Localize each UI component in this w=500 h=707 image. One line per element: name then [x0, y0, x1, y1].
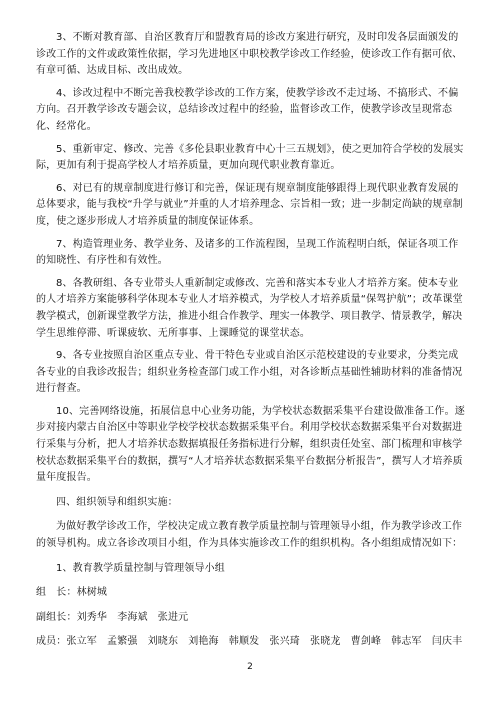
- paragraph-item-3: 3、不断对教育部、自治区教育厅和盟教育局的诊改方案进行研究，及时印发各层面颁发的诊改工作的文件或政策性依据，学习先进地区中职校教学诊改工作经验，使诊改工作有据可依、有章可循、达成目标、改出成效。: [36, 32, 463, 77]
- section-heading: 四、组织领导和组织实施：: [56, 496, 178, 508]
- paragraph-item-7: 7、构造管理业务、教学业务、及诸多的工作流程图，呈现工作流程明白纸，保证各项工作的知晓性、有序性和有效性。: [36, 238, 459, 267]
- section-intro: 为做好教学诊改工作，学校决定成立教育教学质量控制与管理领导小组，作为教学诊改工作的领导机构。成立各诊改项目小组，作为具体实施诊改工作的组织机构。各小组组成情况如下：: [36, 521, 463, 550]
- paragraph-item-8: 8、各教研组、各专业带头人重新制定或修改、完善和落实本专业人才培养方案。使本专业的人才培养方案能够科学体现本专业人才培养模式，为学校人才培养质量“保驾护航”；改革课堂教学模式，创新课堂教学方法，推进小组合作教学、理实一体教学、项目教学、情景教学，解决学生思维停滞、听课疲软、无所事事、上课睡觉的课堂状态。: [36, 277, 463, 339]
- page-content: [36, 30, 468, 651]
- paragraph-item-4: 4、诊改过程中不断完善我校教学诊改的工作方案，使教学诊改不走过场、不搞形式、不偏方向。召开教学诊改专题会议，总结诊改过程中的经验，监督诊改工作，使教学诊改呈现常态化、经常化。: [36, 87, 459, 132]
- page-number: 2: [247, 662, 253, 672]
- paragraph-item-10: 10、完善网络设施，拓展信息中心业务功能，为学校状态数据采集平台建设做准备工作。逐步对接内蒙古自治区中等职业学校学校状态数据采集平台。利用学校状态数据采集平台对数据进行采集与分析，把人才培养状态数据填报任务指标进行分解，组织责任处室、部门梳理和审核学校状态数据采集平台的数据，撰写“人才培养状态数据采集平台数据分析报告”，撰写人才培养质量年度报告。: [36, 405, 465, 484]
- subheading-leadership-group: 1、教育教学质量控制与管理领导小组: [56, 562, 225, 574]
- paragraph-item-5: 5、重新审定、修改、完善《多伦县职业教育中心十三五规划》，使之更加符合学校的发展实际，更加有利于提高学校人才培养质量，更加向现代职业教育靠近。: [36, 143, 464, 172]
- paragraph-item-6: 6、对已有的规章制度进行修订和完善，保证现有规章制度能够跟得上现代职业教育发展的总体要求，能与我校“升学与就业”并重的人才培养理念、宗旨相一致；进一步制定尚缺的规章制度，使之逐步形成人才培养质量的制度保证体系。: [36, 182, 463, 227]
- team-members: 成员：张立军 孟繁强 刘晓东 刘艳海 韩顺发 张兴琦 张晓龙 曹剑峰 韩志军 闫庆丰: [36, 636, 463, 648]
- paragraph-item-9: 9、各专业按照自治区重点专业、骨干特色专业或自治区示范校建设的专业要求，分类完成各专业的自我诊改报告；组织业务检查部门或工作小组，对各诊断点基础性辅助材料的准备情况进行督查。: [36, 350, 463, 395]
- team-leader: 组 长：林树城: [36, 587, 108, 599]
- team-deputies: 副组长：刘秀华 李海斌 张进元: [36, 611, 189, 623]
